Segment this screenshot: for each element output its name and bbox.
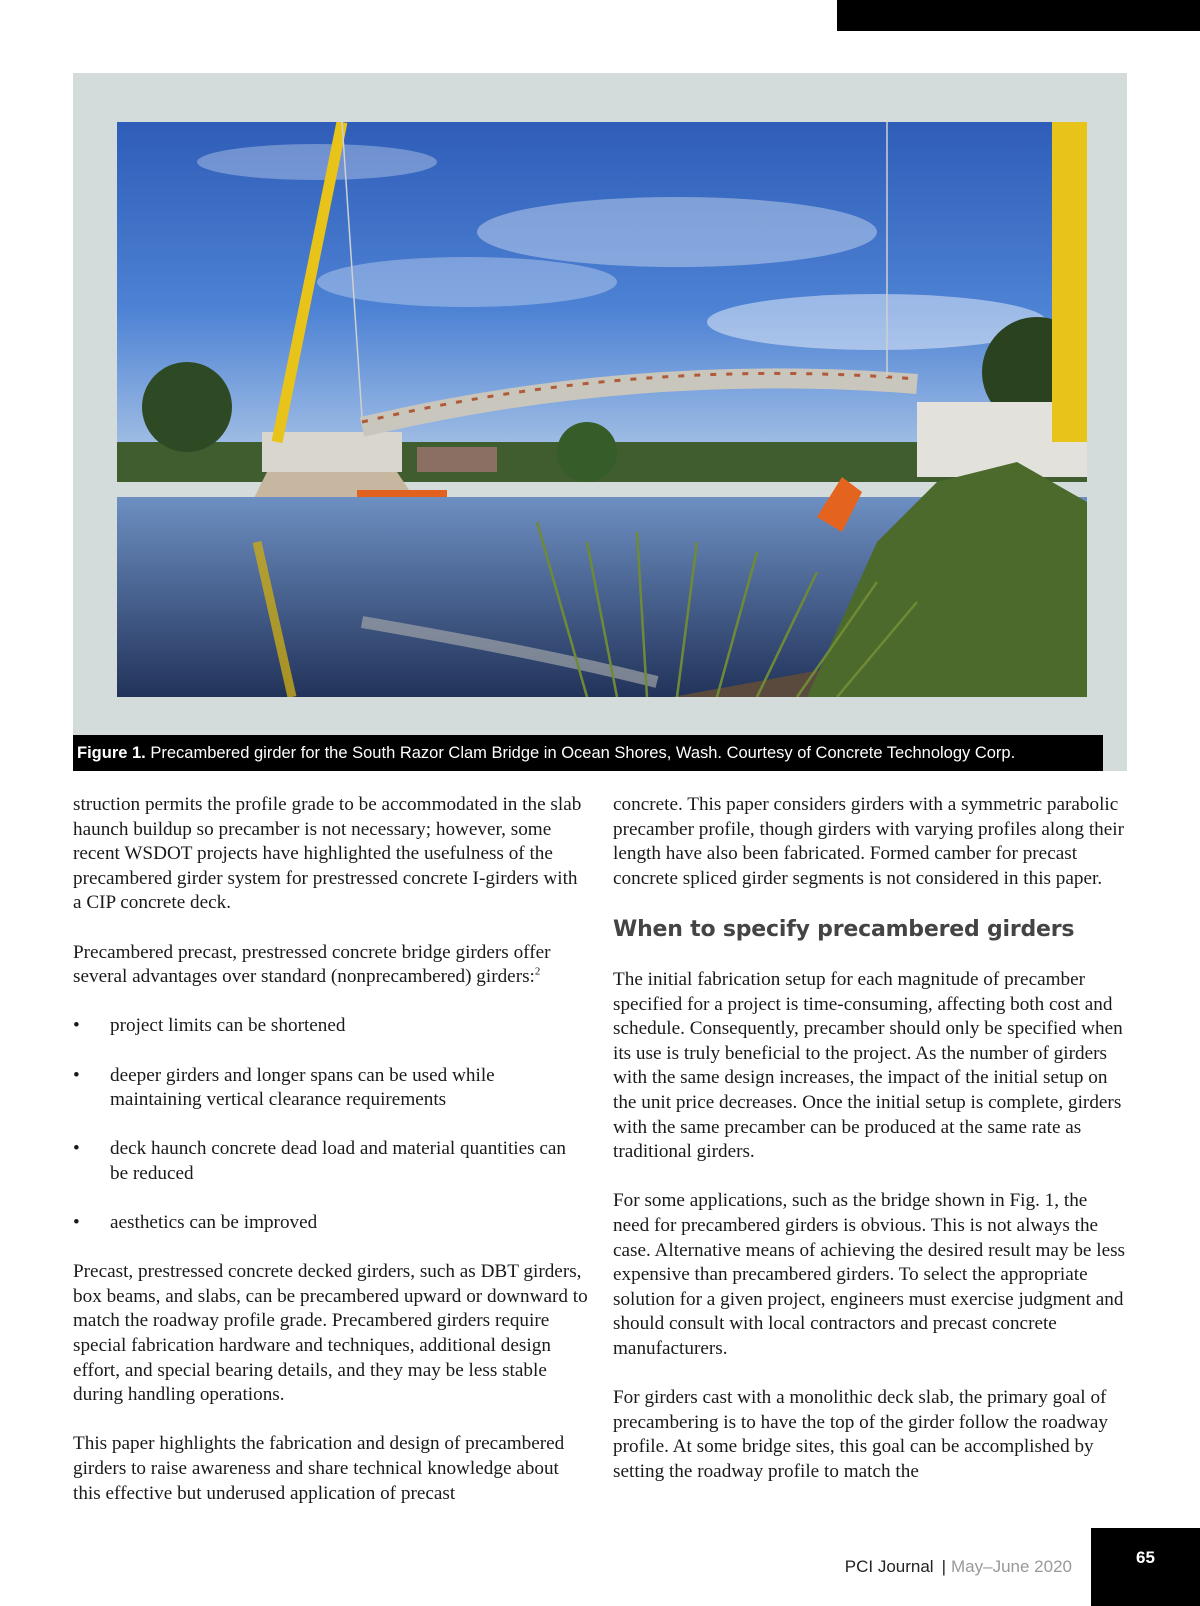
header-black-bar (837, 0, 1200, 31)
section-heading: When to specify precambered girders (613, 916, 1075, 942)
left-paragraph-1: struction permits the profile grade to be accommodated in the slab haunch buildup so precamber is not necessary; however, some recent WSDOT projects have highlighted the usefulness of the precambered girder system for prestressed concrete I-girders with a CIP concrete deck. (73, 794, 582, 914)
bullet: • (73, 1064, 80, 1086)
issue-date: May–June 2020 (951, 1557, 1072, 1576)
figure-1 (73, 73, 1127, 771)
figure-caption-text: Precambered girder for the South Razor Clam Bridge in Ocean Shores, Wash. Courtesy of Concrete Technology Corp. (150, 744, 1016, 762)
right-paragraph-3: For some applications, such as the bridge shown in Fig. 1, the need for precambered girders is obvious. This is not always the case. Alternative means of achieving the desired result may be less expensive than precambered girders. To select the appropriate solution for a given project, engineers must exercise judgment and should consult with local contractors and precast concrete manufacturers. (613, 1190, 1126, 1359)
journal-name: PCI Journal (844, 1557, 934, 1576)
figure-caption (73, 735, 1103, 771)
right-column (613, 793, 1128, 1509)
bridge-photo (117, 122, 1087, 697)
page-number: 65 (1091, 1528, 1200, 1606)
right-paragraph-2: The initial fabrication setup for each magnitude of precamber specified for a project is time-consuming, affecting both cost and schedule. Consequently, precamber should only be specified when its use is truly beneficial to the project. As the number of girders with the same design increases, the impact of the initial setup on the unit price decreases. Once the initial setup is complete, girders with the same precamber can be produced at the same rate as traditional girders. (613, 968, 1123, 1163)
footnote-ref: 2 (534, 965, 541, 978)
advantages-list (73, 1014, 588, 1235)
bullet: • (73, 1212, 80, 1234)
list-item: • project limits can be shortened (73, 1014, 588, 1039)
right-paragraph-1: concrete. This paper considers girders with a symmetric parabolic precamber profile, though girders with varying profiles along their length have also been fabricated. Formed camber for precast concrete spliced girder segments is not considered in this paper. (613, 794, 1124, 889)
left-column (73, 793, 588, 1531)
list-item: • deeper girders and longer spans can be used while maintaining vertical clearance requirements (73, 1064, 495, 1111)
list-item: • aesthetics can be improved (73, 1211, 588, 1236)
bullet: • (73, 1138, 80, 1160)
left-paragraph-3: Precast, prestressed concrete decked girders, such as DBT girders, box beams, and slabs, can be precambered upward or downward to match the roadway profile grade. Precambered girders require special fabrication hardware and techniques, additional design effort, and special bearing details, and they may be less stable during handling operations. (73, 1261, 588, 1406)
bullet: • (73, 1015, 80, 1037)
list-item: • deck haunch concrete dead load and material quantities can be reduced (73, 1138, 567, 1184)
left-paragraph-2: Precambered precast, prestressed concrete bridge girders offer several advantages over standard (nonprecambered) girders:$^2$ (73, 941, 551, 988)
right-paragraph-4: For girders cast with a monolithic deck slab, the primary goal of precambering is to have the top of the girder follow the roadway profile. At some bridge sites, this goal can be accomplished by setting the roadway profile to match the (613, 1387, 1108, 1482)
running-footer (845, 1557, 1072, 1577)
left-paragraph-4: This paper highlights the fabrication and design of precambered girders to raise awareness and share technical knowledge about this effective but underused application of precast (73, 1433, 565, 1504)
footer-separator: | (941, 1557, 947, 1576)
figure-caption-label: Figure 1. (77, 744, 146, 762)
